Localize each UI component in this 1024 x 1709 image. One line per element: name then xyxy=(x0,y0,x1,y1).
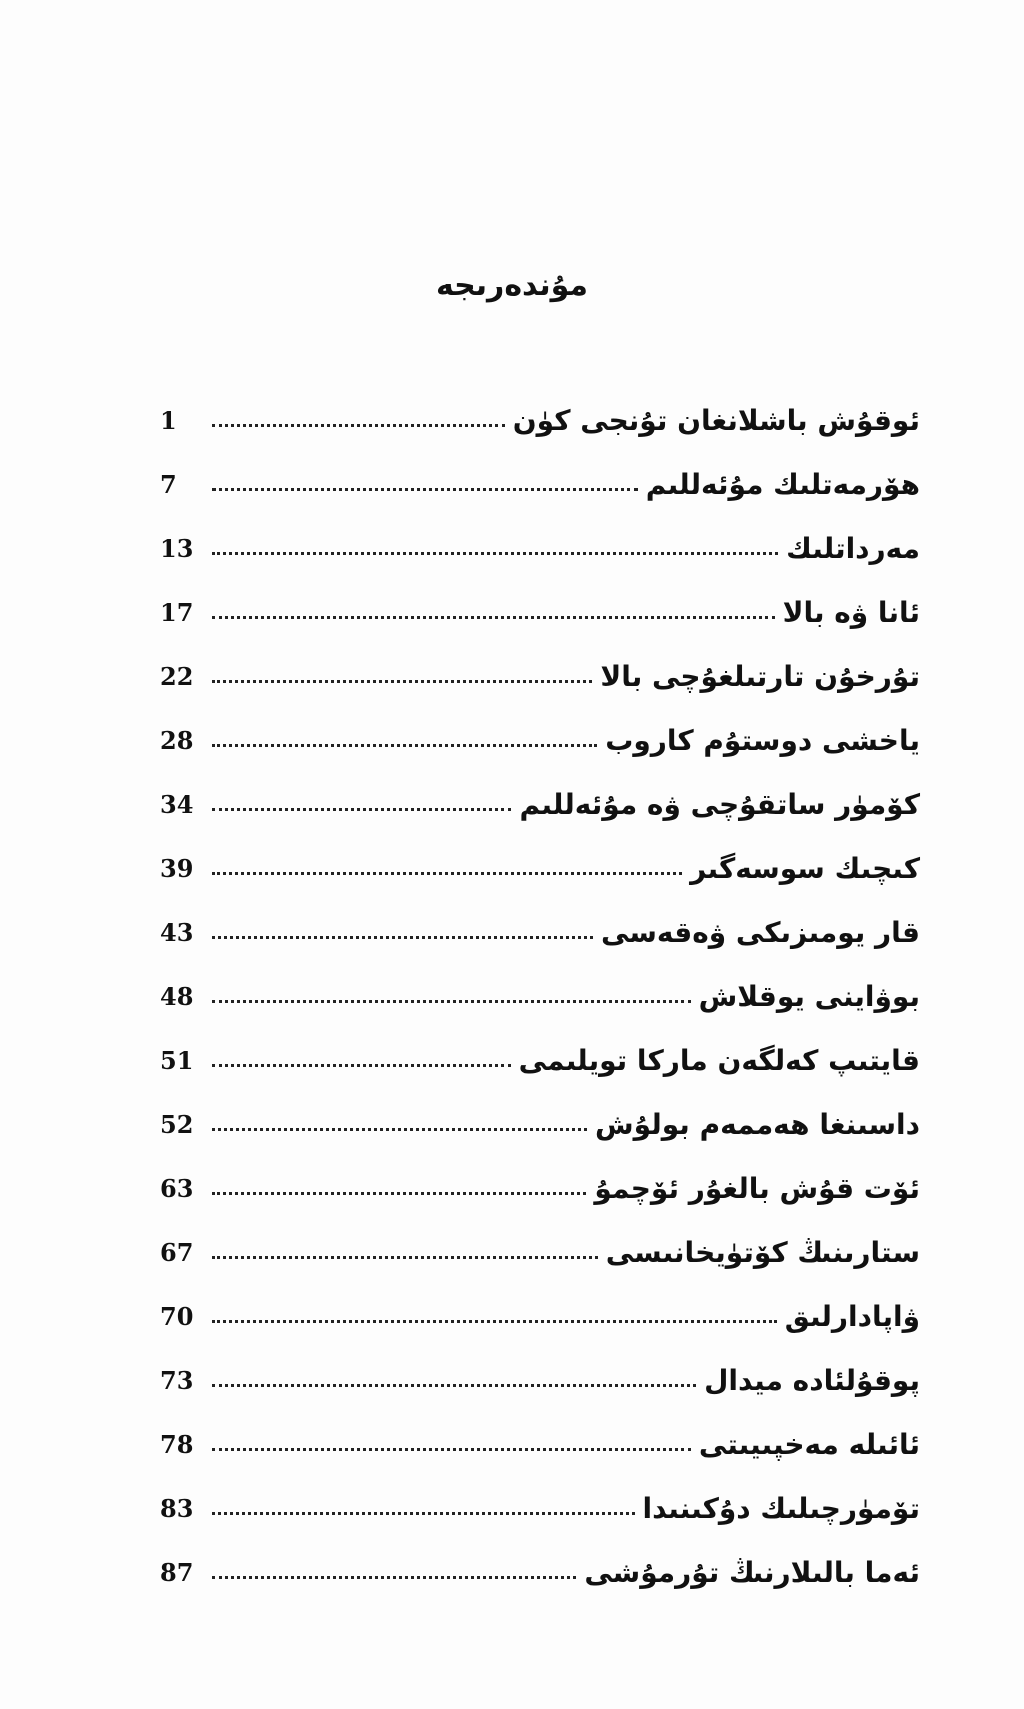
toc-entry-title: ھۆرمەتلىك مۇئەللىم xyxy=(645,467,920,501)
toc-row xyxy=(160,1284,920,1348)
toc-row xyxy=(160,708,920,772)
toc-row xyxy=(160,580,920,644)
toc-row xyxy=(160,1028,920,1092)
toc-page-number: 63 xyxy=(160,1173,194,1203)
toc-row xyxy=(160,644,920,708)
toc-entry-title: پوقۇلئادە ميدال xyxy=(704,1363,920,1397)
toc-page-number: 78 xyxy=(160,1429,194,1459)
toc-entry-title: قايتىپ كەلگەن ماركا تويلىمى xyxy=(518,1043,920,1077)
toc-entry-title: بوۋاينى يوقلاش xyxy=(698,979,920,1013)
dot-leader xyxy=(212,872,682,875)
toc-row xyxy=(160,900,920,964)
toc-page-number: 87 xyxy=(160,1557,194,1587)
dot-leader xyxy=(212,488,638,491)
dot-leader xyxy=(212,1064,511,1067)
toc-row xyxy=(160,1540,920,1604)
toc-entry-title: كىچىك سوسەگىر xyxy=(690,851,920,885)
dot-leader xyxy=(212,1512,635,1515)
toc-entry-title: ئانا ۋە بالا xyxy=(782,595,920,629)
toc-row xyxy=(160,1156,920,1220)
toc-entry-title: ياخشى دوستۇم كاروب xyxy=(605,723,920,757)
toc-entry-title: ۋاپادارلىق xyxy=(784,1299,920,1333)
toc-page-number: 7 xyxy=(160,469,177,499)
toc-row xyxy=(160,1220,920,1284)
dot-leader xyxy=(212,808,511,811)
dot-leader xyxy=(212,1448,691,1451)
toc-row xyxy=(160,388,920,452)
toc-row xyxy=(160,964,920,1028)
toc-entry-title: كۆمۈر ساتقۇچى ۋە مۇئەللىم xyxy=(519,787,920,821)
toc-page-number: 28 xyxy=(160,725,194,755)
toc-entry-title: ستارىنىڭ كۆتۈيخانىسى xyxy=(605,1235,920,1269)
toc-page-number: 1 xyxy=(160,405,177,435)
toc-page-number: 48 xyxy=(160,981,194,1011)
toc-page-number: 22 xyxy=(160,661,194,691)
toc-row xyxy=(160,1476,920,1540)
toc-entry-title: داسىنغا ھەممەم بولۇش xyxy=(595,1107,920,1141)
toc-row xyxy=(160,452,920,516)
dot-leader xyxy=(212,744,597,747)
toc-page-number: 34 xyxy=(160,789,194,819)
toc-entry-title: ئەما بالىلارنىڭ تۇرمۇشى xyxy=(584,1555,920,1589)
dot-leader xyxy=(212,616,775,619)
table-of-contents xyxy=(160,388,920,1604)
toc-row xyxy=(160,772,920,836)
dot-leader xyxy=(212,680,592,683)
toc-page-number: 73 xyxy=(160,1365,194,1395)
toc-page-number: 67 xyxy=(160,1237,194,1267)
toc-page-number: 43 xyxy=(160,917,194,947)
toc-page-number: 17 xyxy=(160,597,194,627)
toc-entry-title: ئوقۇش باشلانغان تۇنجى كۈن xyxy=(512,403,920,437)
toc-page-number: 51 xyxy=(160,1045,194,1075)
toc-row xyxy=(160,1092,920,1156)
toc-row xyxy=(160,836,920,900)
toc-row xyxy=(160,1412,920,1476)
toc-entry-title: قار يومىزىكى ۋەقەسى xyxy=(601,915,920,949)
dot-leader xyxy=(212,1256,598,1259)
dot-leader xyxy=(212,1384,696,1387)
dot-leader xyxy=(212,1320,777,1323)
dot-leader xyxy=(212,552,778,555)
toc-row xyxy=(160,1348,920,1412)
toc-entry-title: ئائىلە مەخپىيىتى xyxy=(698,1427,920,1461)
toc-entry-title: تۆمۈرچىلىك دۇكىنىدا xyxy=(642,1491,920,1525)
toc-page-number: 39 xyxy=(160,853,194,883)
dot-leader xyxy=(212,1192,586,1195)
dot-leader xyxy=(212,936,593,939)
page-title: مۇندەرىجە xyxy=(435,268,589,303)
toc-entry-title: تۇرخۇن تارتىلغۇچى بالا xyxy=(600,659,920,693)
toc-page-number: 83 xyxy=(160,1493,194,1523)
toc-entry-title: مەرداتلىك xyxy=(786,531,920,565)
dot-leader xyxy=(212,424,505,427)
dot-leader xyxy=(212,1576,576,1579)
toc-entry-title: ئۆت قۇش بالغۇر ئۆچمۇ xyxy=(594,1171,920,1205)
toc-page-number: 13 xyxy=(160,533,194,563)
dot-leader xyxy=(212,1000,691,1003)
dot-leader xyxy=(212,1128,587,1131)
toc-page-number: 70 xyxy=(160,1301,194,1331)
toc-page-number: 52 xyxy=(160,1109,194,1139)
toc-row xyxy=(160,516,920,580)
